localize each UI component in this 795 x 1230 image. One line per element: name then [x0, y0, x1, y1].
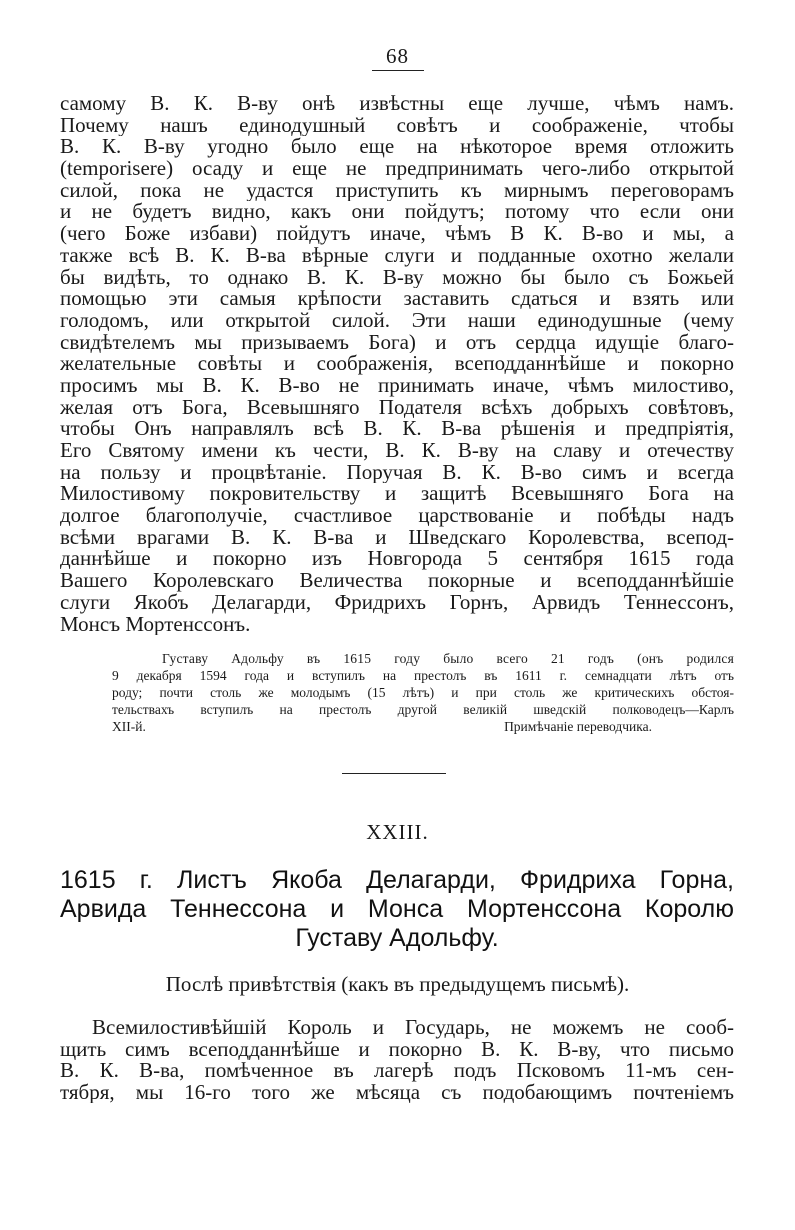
body-line: (temporisere) осаду и еще не предпринимать чего-либо открытой: [60, 158, 734, 180]
body-line: желательные совѣты и соображенія, всеподданнѣйше и покорно: [60, 353, 734, 375]
body-line: на пользу и процвѣтаніе. Поручая В. К. В-во симъ и всегда: [60, 461, 734, 484]
body-line: слуги Якобъ Делагарди, Фридрихъ Горнъ, Арвидъ Теннессонъ,: [60, 591, 734, 614]
body-line: (чего Боже избави) пойдутъ иначе, чѣмъ В К. В-во и мы, а: [60, 223, 734, 245]
body-line: всѣми врагами В. К. В-ва и Шведскаго Королевства, всепод-: [60, 526, 734, 549]
page-number-rule: [372, 70, 424, 71]
body-line: Вашего Королевскаго Величества покорные и всеподданнѣйшіе: [60, 570, 734, 592]
letter-line: В. К. В-ва, помѣченное въ лагерѣ подъ Псковомъ 11-мъ сен-: [60, 1060, 734, 1082]
footnote-last-left: XII-й.: [112, 719, 146, 734]
body-line: желая отъ Бога, Всевышняго Подателя всѣхъ добрыхъ совѣтовъ,: [60, 396, 734, 419]
footnote-line: роду; почти столь же молодымъ (15 лѣтъ) и при столь же критическихъ обстоя-: [112, 685, 734, 700]
body-line: даннѣйше и покорно изъ Новгорода 5 сентября 1615 года: [60, 548, 734, 571]
body-line: долгое благополучіе, счастливое царствованіе и побѣды надъ: [60, 505, 734, 527]
letter-text: [60, 1017, 734, 1103]
body-line: Милостивому покровительству и защитѣ Всевышняго Бога на: [60, 483, 734, 506]
body-line: Его Святому имени къ чести, В. К. В-ву на славу и отечеству: [60, 440, 734, 462]
document-heading: [60, 866, 734, 953]
body-line: голодомъ, или открытой силой. Эти наши единодушные (чему: [60, 309, 734, 332]
body-line: просимъ мы В. К. В-во не принимать иначе, чѣмъ милостиво,: [60, 374, 734, 397]
footnote: [112, 650, 734, 735]
body-line: Монсъ Мортенссонъ.: [60, 613, 251, 636]
body-line: и не будетъ видно, какъ они пойдутъ; потому что если они: [60, 201, 734, 224]
body-line: В. К. В-ву угодно было еще на нѣкоторое время отложить: [60, 136, 734, 159]
body-line: помощью эти самыя крѣпости заставить сдаться и взять или: [60, 288, 734, 310]
letter-line: щить симъ всеподданнѣйше и покорно В. К. В-ву, что письмо: [60, 1038, 734, 1060]
body-line: силой, пока не удастся приступить къ мирнымъ переговорамъ: [60, 179, 734, 202]
footnote-line: 9 декабря 1594 года и вступилъ на престолъ въ 1611 г. семнадцати лѣтъ отъ: [112, 668, 734, 683]
body-line: Почему нашъ единодушный совѣтъ и соображеніе, чтобы: [60, 114, 734, 137]
heading-line: Арвида Теннессона и Монса Мортенссона Королю: [60, 895, 734, 923]
footnote-last-line: [112, 718, 734, 735]
letter-line: тября, мы 16-го того же мѣсяца съ подобающимъ почтеніемъ: [60, 1081, 734, 1103]
translator-note: Примѣчаніе переводчика.: [504, 719, 652, 734]
section-divider: [342, 773, 446, 774]
heading-line: Густаву Адольфу.: [295, 924, 499, 952]
heading-line: 1615 г. Листъ Якоба Делагарди, Фридриха Горна,: [60, 866, 734, 894]
body-line: также всѣ В. К. В-ва вѣрные слуги и подданные охотно желали: [60, 244, 734, 267]
section-number: XXIII.: [366, 820, 429, 844]
body-text: [60, 93, 734, 635]
page-number: 68: [386, 44, 409, 68]
body-line: самому В. К. В-ву онѣ извѣстны еще лучше, чѣмъ намъ.: [60, 93, 734, 115]
body-line: свидѣтелемъ мы призываемъ Бога) и отъ сердца идущіе благо-: [60, 331, 734, 354]
letter-line: Всемилостивѣйшій Король и Государь, не можемъ не сооб-: [92, 1017, 734, 1039]
footnote-line: Густаву Адольфу въ 1615 году было всего 21 годъ (онъ родился: [162, 651, 734, 666]
footnote-line: тельствахъ вступилъ на престолъ другой великій шведскій полководецъ—Карлъ: [112, 702, 734, 717]
body-line: бы видѣть, то однако В. К. В-ву можно бы было съ Божьей: [60, 266, 734, 289]
greeting: Послѣ привѣтствія (какъ въ предыдущемъ письмѣ).: [165, 972, 630, 996]
body-line: чтобы Онъ направлялъ всѣ В. К. В-ва рѣшенія и предпріятія,: [60, 418, 734, 440]
